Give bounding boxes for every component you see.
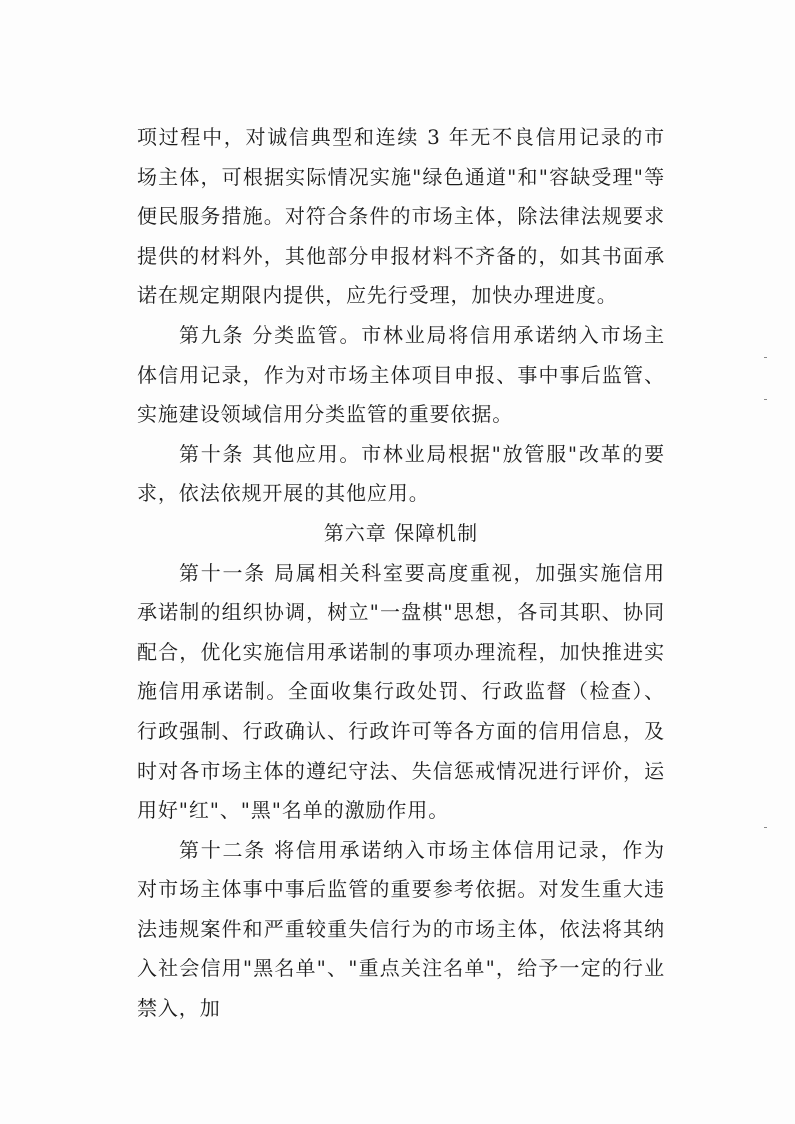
document-body: [137, 118, 665, 1029]
article-11-paragraph: 第十一条 局属相关科室要高度重视，加强实施信用承诺制的组织协调，树立"一盘棋"思想，各司其职、协同配合，优化实施信用承诺制的事项办理流程，加快推进实施信用承诺制。全面收集行政处罚、行政监督（检查）、行政强制、行政确认、行政许可等各方面的信用信息，及时对各市场主体的遵纪守法、失信惩戒情况进行评价，运用好"红"、"黑"名单的激励作用。: [137, 560, 665, 823]
scan-margin-mark: [764, 827, 767, 828]
paragraph-continuation: 项过程中，对诚信典型和连续 3 年无不良信用记录的市场主体，可根据实际情况实施"绿色通道"和"容缺受理"等便民服务措施。对符合条件的市场主体，除法律法规要求提供的材料外，其他部分申报材料不齐备的，如其书面承诺在规定期限内提供，应先行受理，加快办理进度。: [137, 125, 665, 308]
chapter-heading: 第六章 保障机制: [323, 520, 479, 545]
scan-margin-mark: [764, 357, 767, 358]
scan-margin-mark: [764, 399, 767, 400]
article-10-paragraph: 第十条 其他应用。市林业局根据"放管服"改革的要求，依法依规开展的其他应用。: [137, 441, 665, 506]
article-12-paragraph: 第十二条 将信用承诺纳入市场主体信用记录，作为对市场主体事中事后监管的重要参考依据。对发生重大违法违规案件和严重较重失信行为的市场主体，依法将其纳入社会信用"黑名单"、"重点关注名单"，给予一定的行业禁入，加: [137, 837, 665, 1021]
article-9-paragraph: 第九条 分类监管。市林业局将信用承诺纳入市场主体信用记录，作为对市场主体项目申报、事中事后监管、实施建设领域信用分类监管的重要依据。: [137, 322, 665, 427]
